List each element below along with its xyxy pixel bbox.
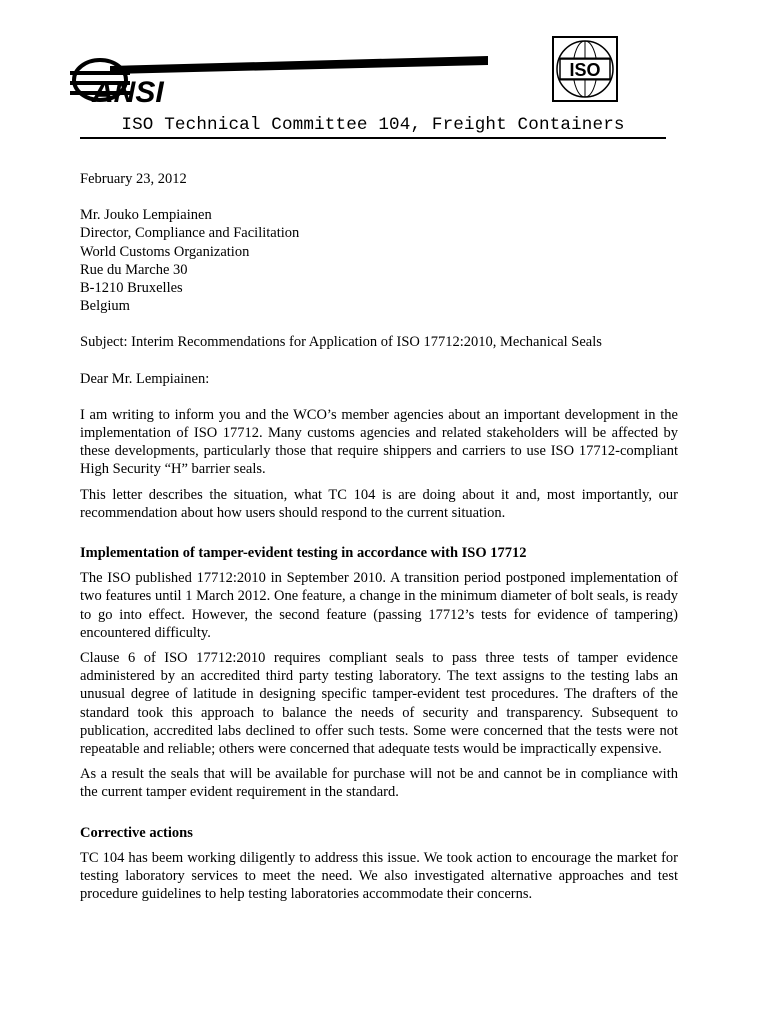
recipient-line: Director, Compliance and Facilitation [80, 225, 300, 242]
body-paragraph: Clause 6 of ISO 17712:2010 requires compliant seals to pass three tests of tamper evidence administered by an accredited third party testing laboratory. The text assigns to the testing labs an unusual degree of latitude in designing specific tamper-evident test procedures. The drafters of the standard took this approach to balance the needs of security and transparency. Subsequent to publication, accredited labs declined to offer such tests. Some were concerned that the tests were not repeatable and reliable; others were concerned that adequate tests would be impractically expensive. [80, 650, 678, 758]
section-heading: Implementation of tamper-evident testing in accordance with ISO 17712 [80, 545, 527, 562]
recipient-line: Rue du Marche 30 [80, 261, 188, 278]
committee-title: ISO Technical Committee 104, Freight Containers [121, 115, 625, 135]
recipient-address [80, 206, 678, 315]
iso-logo [552, 36, 618, 102]
letter-salutation: Dear Mr. Lempiainen: [80, 370, 210, 387]
recipient-line: B-1210 Bruxelles [80, 280, 183, 297]
body-paragraph: I am writing to inform you and the WCO’s member agencies about an important development in the implementation of ISO 17712. Many customs agencies and related stakeholders will be affected by these developments, particularly those that require shippers and carriers to use ISO 17712-compliant High Security “H” barrier seals. [80, 406, 678, 478]
svg-text:ISO: ISO [569, 60, 601, 80]
body-paragraph: This letter describes the situation, what TC 104 is are doing about it and, most importantly, our recommendation about how users should respond to the current situation. [80, 486, 678, 521]
body-paragraph: The ISO published 17712:2010 in September 2010. A transition period postponed implementation of two features until 1 March 2012. One feature, a change in the minimum diameter of bolt seals, is ready to go into effect. However, the second feature (passing 17712’s tests for evidence of tampering) encountered difficulty. [80, 570, 678, 641]
svg-text:ANSI: ANSI [92, 76, 164, 109]
recipient-line: Mr. Jouko Lempiainen [80, 207, 212, 224]
ansi-logo [70, 52, 490, 112]
body-paragraph: TC 104 has beem working diligently to address this issue. We took action to encourage the market for testing laboratory services to meet the need. We also investigated alternative approaches and test procedure guidelines to help testing laboratories accommodate their concerns. [80, 849, 678, 903]
letter-body [80, 170, 678, 911]
recipient-line: World Customs Organization [80, 243, 250, 260]
title-divider [80, 137, 666, 139]
section-heading: Corrective actions [80, 824, 193, 841]
letter-date: February 23, 2012 [80, 171, 187, 187]
body-paragraph: As a result the seals that will be available for purchase will not be and cannot be in compliance with the current tamper evident requirement in the standard. [80, 766, 678, 801]
recipient-line: Belgium [80, 298, 130, 315]
letter-subject: Subject: Interim Recommendations for Application of ISO 17712:2010, Mechanical Seals [80, 334, 602, 351]
